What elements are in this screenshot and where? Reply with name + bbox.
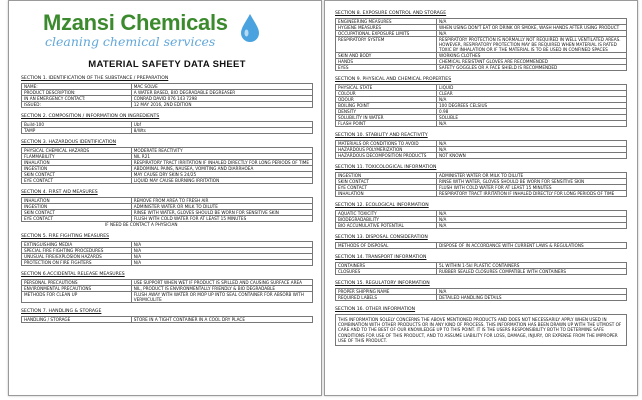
field-label: ODOUR bbox=[336, 97, 437, 103]
section-heading: SECTION 11. TOXICOLOGICAL INFORMATION bbox=[335, 165, 437, 170]
field-label: IN AN EMERGENCY CONTACT: bbox=[22, 96, 132, 102]
field-label: RESPIRATORY SYSTEM bbox=[336, 37, 437, 53]
disclaimer-text: THIS INFORMATION SOLELY CONCERNS THE ABOVE MENTIONED PRODUCTS AND DOES NOT NECESSARILY APPLY WHEN USED IN COMBINATION WITH OTHER PRODUCTS OR IN ANY KIND OF PROCESS. THIS INFORMATION HAS BEEN DRAWN UP WITH THE UTMOST OF CARE AND TO THE BEST OF OUR KNOWLEDGE UP TO THIS POINT. IT IS THE USERS RESPONSIBILITY BOTH TO DETERMINE SAFE CONDITIONS FOR USE OF THIS PRODUCT, AND TO ASSUME LIABILITY FOR LOSS, DAMAGE, INJURY, OR EXPENSE FROM THE IMPROPER USE OF THIS PRODUCT. bbox=[335, 314, 627, 346]
section-heading: SECTION 14. TRANSPORT INFORMATION bbox=[335, 255, 427, 260]
field-label: SOLUBILITY IN WATER bbox=[336, 115, 437, 121]
field-label: EYE CONTACT bbox=[336, 185, 437, 191]
brand-name: Mzansi Chemicals bbox=[43, 10, 228, 35]
field-value: N/A bbox=[131, 260, 312, 266]
field-value: 0.98 bbox=[437, 109, 627, 115]
section-heading: SECTION 6.ACCIDENTAL RELEASE MEASURES bbox=[21, 272, 125, 277]
field-value: DISPOSE OF IN ACCORDANCE WITH CURRENT LAWS & REGULATIONS bbox=[437, 243, 627, 249]
field-label: INHALATION bbox=[22, 160, 132, 166]
section-table bbox=[335, 262, 627, 275]
field-label: INGESTION bbox=[22, 166, 132, 172]
field-label: HAZARDOUS POLYMERIZATION bbox=[336, 147, 437, 153]
field-value: CONRAD DAVID 076 143 7298 bbox=[131, 96, 312, 102]
field-value: SOLUBLE bbox=[437, 115, 627, 121]
section-heading: SECTION 9. PHYSICAL AND CHEMICAL PROPERTIES bbox=[335, 77, 452, 82]
table-row bbox=[22, 292, 313, 303]
field-label: CONTAINERS bbox=[336, 263, 437, 269]
table-row bbox=[22, 317, 313, 323]
field-label: INHALATION bbox=[22, 198, 132, 204]
field-label: OCCUPATIONAL EXPOSURE LIMITS bbox=[336, 31, 437, 37]
field-label: INGESTION bbox=[22, 204, 132, 210]
field-label: DENSITY bbox=[336, 109, 437, 115]
msds-page-right bbox=[324, 0, 638, 396]
field-label: SKIN AND BODY bbox=[336, 53, 437, 59]
table-row bbox=[336, 37, 627, 53]
field-value: USE SUPPORT WHEN WET IF PRODUCT IS SPILLED AND CAUSING SURFACE AREA bbox=[131, 280, 312, 286]
field-label: BOILING POINT bbox=[336, 103, 437, 109]
brand-tagline: cleaning chemical services bbox=[45, 34, 216, 49]
section-heading: SECTION 13. DISPOSAL CONSIDERATION bbox=[335, 235, 428, 240]
field-value: N/A bbox=[437, 121, 627, 127]
field-label: PHYSICAL CHEMICAL HAZARDS bbox=[22, 148, 132, 154]
field-value: NIL, PRODUCT IS ENVIRONMENTALLY FRIENDLY & BIO DEGRADABLE bbox=[131, 286, 312, 292]
company-logo bbox=[43, 11, 283, 49]
field-value: MAY CAUSE DRY SKIN S 24/25 bbox=[131, 172, 312, 178]
field-value: FLUSH WITH COLD WATER FOR AT LEAST 15 MINUTES bbox=[131, 216, 312, 222]
field-value: N/A bbox=[437, 147, 627, 153]
field-value: SAFETY GOGGLES OR A FACE SHIELD IS RECOMMENDED bbox=[437, 65, 627, 71]
section-table bbox=[335, 288, 627, 301]
field-value: RESPIRATORY TRACT IRRITATION IF INHALED DIRECTLY FOR LONG PERIODS OF TIME bbox=[437, 191, 627, 197]
field-label: EYES bbox=[336, 65, 437, 71]
field-value: RINSE WITH WATER, GLOVES SHOULD BE WORN FOR SENSITIVE SKIN bbox=[437, 179, 627, 185]
table-row bbox=[22, 102, 313, 108]
field-value: N/A bbox=[437, 289, 627, 295]
field-label: EYE CONTACT bbox=[22, 178, 132, 184]
table-row bbox=[22, 286, 313, 292]
field-label: PERSONAL PRECAUTIONS bbox=[22, 280, 132, 286]
table-row bbox=[22, 216, 313, 222]
field-value: FLUSH WITH COLD WATER FOR AT LEAST 15 MINUTES bbox=[437, 185, 627, 191]
field-label: MATERIALS OR CONDITIONS TO AVOID bbox=[336, 141, 437, 147]
section-heading: SECTION 2. COMPOSITION / INFORMATION ON INGREDIENTS bbox=[21, 114, 160, 119]
table-row bbox=[22, 280, 313, 286]
table-row bbox=[336, 121, 627, 127]
field-value: RESPIRATORY TRACT IRRITATION IF INHALED DIRECTLY FOR LONG PERIODS OF TIME bbox=[131, 160, 312, 166]
field-value: LIQUID bbox=[437, 85, 627, 91]
field-label: BIO ACCUMULATIVE POTENTIAL bbox=[336, 223, 437, 229]
section-table bbox=[335, 172, 627, 197]
field-label: PROPER SHIPPING NAME bbox=[336, 289, 437, 295]
field-value: WORKING CLOTHES bbox=[437, 53, 627, 59]
field-value: N/A bbox=[131, 242, 312, 248]
water-drop-icon bbox=[239, 13, 261, 43]
field-label: TAMP bbox=[22, 128, 132, 134]
field-label: AQUATIC TOXICITY bbox=[336, 211, 437, 217]
section-table bbox=[21, 121, 313, 134]
field-label: FLASH POINT bbox=[336, 121, 437, 127]
section-heading: SECTION 1. IDENTIFICATION OF THE SUBSTANCE / PREPARATION bbox=[21, 76, 169, 81]
section-heading: SECTION 16. OTHER INFORMATION bbox=[335, 307, 416, 312]
table-row bbox=[336, 25, 627, 31]
section-table bbox=[21, 241, 313, 266]
field-value: STORE IN A TIGHT CONTAINER IN A COOL DRY PLACE bbox=[131, 317, 312, 323]
field-value: N/A bbox=[131, 248, 312, 254]
field-label: BIODEGRADABILITY bbox=[336, 217, 437, 223]
field-value: 12 MAY 2016, 2ND EDITION bbox=[131, 102, 312, 108]
field-value: 100 DEGREES CELSIUS bbox=[437, 103, 627, 109]
table-row bbox=[336, 223, 627, 229]
field-value: A WATER BASED, BIO DEGRADABLE DEGREASER bbox=[131, 90, 312, 96]
field-value: N/A bbox=[437, 19, 627, 25]
field-label: REQUIRED LABELS bbox=[336, 295, 437, 301]
field-value: LIQUID MAY CAUSE BURNING IRRITATION bbox=[131, 178, 312, 184]
table-row bbox=[336, 295, 627, 301]
document-title: MATERIAL SAFETY DATA SHEET bbox=[88, 59, 246, 70]
field-value: MODERATE REACTIVITY bbox=[131, 148, 312, 154]
field-value: 8/Wts bbox=[131, 128, 312, 134]
field-value: 5L WITHIN 1-5kl PLASTIC CONTAINERS bbox=[437, 263, 627, 269]
table-row bbox=[336, 65, 627, 71]
right-sections-container bbox=[335, 11, 627, 346]
table-row bbox=[336, 191, 627, 197]
left-sections-container bbox=[21, 76, 313, 323]
field-value: N/A bbox=[437, 97, 627, 103]
section-heading: SECTION 12. ECOLOGICAL INFORMATION bbox=[335, 203, 429, 208]
field-value: REMOVE FROM AREA TO FRESH AIR bbox=[131, 198, 312, 204]
section-heading: SECTION 3. HAZARDOUS IDENTIFICATION bbox=[21, 140, 117, 145]
section-table bbox=[21, 83, 313, 108]
section-note: IF NEED BE CONTACT A PHYSICIAN bbox=[105, 222, 178, 227]
field-value: N/A bbox=[437, 217, 627, 223]
field-value: FLUSH AWAY WITH WATER OR MOP UP INTO SEAL CONTAINER FOR ABSORB WITH VERMICULITE bbox=[131, 292, 312, 303]
section-heading: SECTION 10. STABILITY AND REACTIVITY bbox=[335, 133, 428, 138]
field-label: INHALATION bbox=[336, 191, 437, 197]
field-label: HYGIENE MEASURES bbox=[336, 25, 437, 31]
field-label: ENGINEERING MEASURES bbox=[336, 19, 437, 25]
field-value: DETAILED HANDLING DETAILS bbox=[437, 295, 627, 301]
field-label: HANDLING / STORAGE bbox=[22, 317, 132, 323]
field-value: N/A bbox=[437, 31, 627, 37]
field-value: N/A bbox=[437, 141, 627, 147]
field-label: UNUSUAL FIRE/EXPLOSION HAZARDS bbox=[22, 254, 132, 260]
field-label: EXTINGUISHING MEDIA bbox=[22, 242, 132, 248]
field-label: METHODS FOR CLEAN UP bbox=[22, 292, 132, 303]
field-value: ADMINISTER WATER OR MILK TO DILUTE bbox=[437, 173, 627, 179]
field-label: SKIN CONTACT bbox=[22, 172, 132, 178]
field-label: HANDS bbox=[336, 59, 437, 65]
section-table bbox=[335, 242, 627, 249]
section-table bbox=[21, 316, 313, 323]
table-row bbox=[336, 269, 627, 275]
section-table bbox=[335, 18, 627, 71]
field-value: WHEN USING DON'T EAT OR DRINK OR SMOKE, WASH HANDS AFTER USING PRODUCT bbox=[437, 25, 627, 31]
field-value: CLEAR bbox=[437, 91, 627, 97]
field-label: COLOUR bbox=[336, 91, 437, 97]
field-label: SPECIAL FIRE FIGHTING PROCEDURES bbox=[22, 248, 132, 254]
field-value: Ubf bbox=[131, 122, 312, 128]
table-row bbox=[336, 243, 627, 249]
field-label: CLOSURES bbox=[336, 269, 437, 275]
section-table bbox=[335, 140, 627, 159]
section-heading: SECTION 7. HANDLING & STORAGE bbox=[21, 309, 102, 314]
field-value: ADMINISTER WATER OR MILK TO DILUTE bbox=[131, 204, 312, 210]
field-label: PRODUCT DESCRIPTION: bbox=[22, 90, 132, 96]
field-value: CHEMICAL RESISTANT GLOVES ARE RECOMMENDED bbox=[437, 59, 627, 65]
field-label: FLAMMABILITY bbox=[22, 154, 132, 160]
section-heading: SECTION 15. REGULATORY INFORMATION bbox=[335, 281, 430, 286]
field-label: SKIN CONTACT bbox=[22, 210, 132, 216]
section-table bbox=[335, 84, 627, 127]
field-value: N/A bbox=[437, 211, 627, 217]
msds-page-left bbox=[8, 0, 322, 396]
field-label: ENVIRONMENTAL PRECAUTIONS bbox=[22, 286, 132, 292]
field-value: N/A bbox=[437, 223, 627, 229]
section-table bbox=[21, 147, 313, 184]
field-label: PHYSICAL STATE bbox=[336, 85, 437, 91]
field-value: N/A bbox=[131, 254, 312, 260]
field-value: NIL R21 bbox=[131, 154, 312, 160]
field-label: NAME: bbox=[22, 84, 132, 90]
table-row bbox=[336, 153, 627, 159]
field-value: RESPIRATORY PROTECTION IS NORMALLY NOT REQUIRED IN WELL VENTILATED AREAS. HOWEVER, RESPIRATORY PROTECTION MAY BE REQUIRED WHEN MATERIAL IS RATED TOXIC BY INHALATION OR IF THE MATERIAL IS TO BE USED IN CONFINED SPACES bbox=[437, 37, 627, 53]
field-value: ABDOMINAL PAINS, NAUSEA, VOMITING AND DIARRHOEA bbox=[131, 166, 312, 172]
field-value: RUBBER SEALED CLOSURES COMPATIBLE WITH CONTAINERS bbox=[437, 269, 627, 275]
section-heading: SECTION 4. FIRST AID MEASURES bbox=[21, 190, 98, 195]
table-row bbox=[22, 260, 313, 266]
field-label: Build-100 bbox=[22, 122, 132, 128]
field-label: SKIN CONTACT bbox=[336, 179, 437, 185]
field-value: NOT KNOWN bbox=[437, 153, 627, 159]
table-row bbox=[22, 128, 313, 134]
table-row bbox=[22, 178, 313, 184]
field-label: HAZARDOUS DECOMPOSITION PRODUCTS bbox=[336, 153, 437, 159]
field-value: RINSE WITH WATER, GLOVES SHOULD BE WORN FOR SENSITIVE SKIN bbox=[131, 210, 312, 216]
section-heading: SECTION 5. FIRE FIGHTING MEASURES bbox=[21, 234, 110, 239]
section-table bbox=[335, 210, 627, 229]
field-label: INGESTION bbox=[336, 173, 437, 179]
field-label: ISSUED: bbox=[22, 102, 132, 108]
section-heading: SECTION 8. EXPOSURE CONTROL AND STORAGE bbox=[335, 11, 447, 16]
section-table bbox=[21, 279, 313, 303]
field-value: MAC SOLVE bbox=[131, 84, 312, 90]
section-table bbox=[21, 197, 313, 222]
field-label: METHODS OF DISPOSAL bbox=[336, 243, 437, 249]
field-label: EYE CONTACT bbox=[22, 216, 132, 222]
field-label: PROTECTION ON FIRE FIGHTERS bbox=[22, 260, 132, 266]
